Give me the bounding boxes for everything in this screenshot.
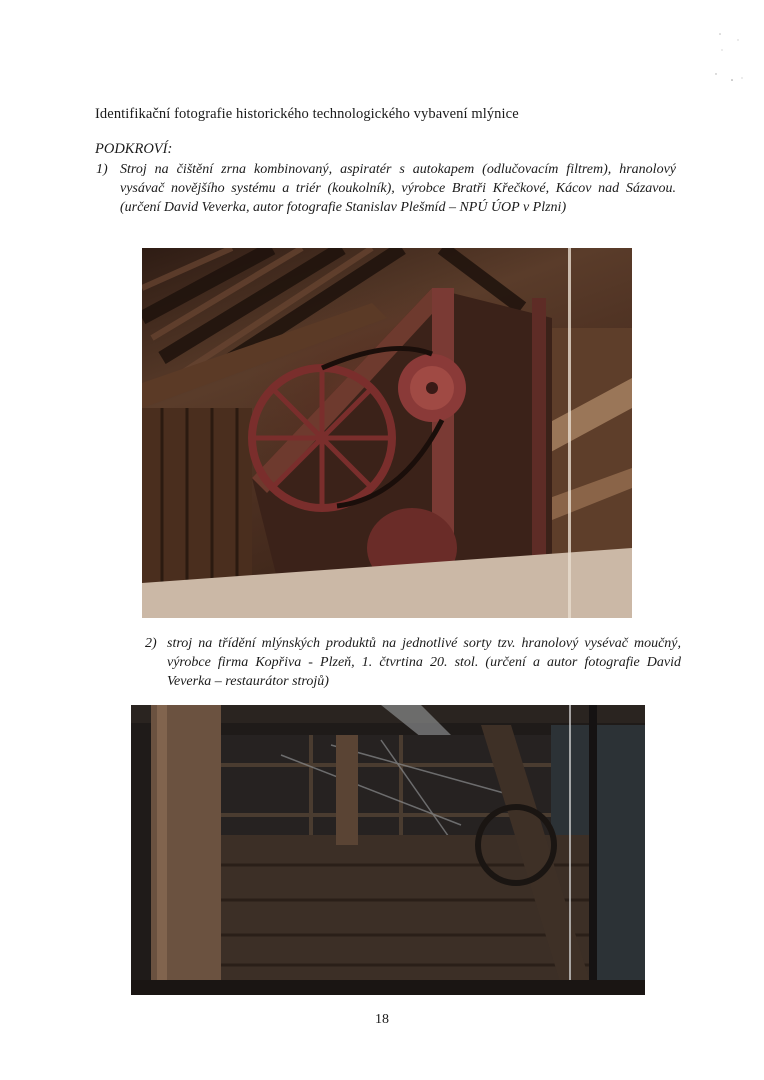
page-number: 18	[375, 1012, 389, 1027]
photo-grain-cleaning-machine	[142, 248, 632, 618]
list-item-2	[145, 634, 685, 691]
item-number: 1)	[96, 162, 108, 177]
grain-cleaning-machine-illustration	[142, 248, 632, 618]
item-description: stroj na třídění mlýnských produktů na jednotlivé sorty tzv. hranolový vysévač moučný, výrobce firma Kopřiva - Plzeň, 1. čtvrtina 20. stol. (určení a autor fotografie David Veverka – restaurátor strojů)	[167, 636, 681, 689]
list-item-1	[96, 160, 679, 217]
item-number: 2)	[145, 636, 157, 651]
scan-artifact-marks	[712, 30, 752, 90]
page-title: Identifikační fotografie historického technologického vybavení mlýnice	[95, 106, 519, 122]
section-heading: PODKROVÍ:	[95, 141, 173, 157]
item-description: Stroj na čištění zrna kombinovaný, aspiratér s autokapem (odlučovacím filtrem), hranolový vysávač novějšího systému a triér (koukolník), výrobce Bratři Křečkové, Kácov nad Sázavou.(určení David Veverka, autor fotografie Stanislav Plešmíd – NPÚ ÚOP v Plzni)	[120, 162, 676, 215]
flour-sifter-illustration	[131, 705, 645, 995]
photo-flour-sifter-machine	[131, 705, 645, 995]
